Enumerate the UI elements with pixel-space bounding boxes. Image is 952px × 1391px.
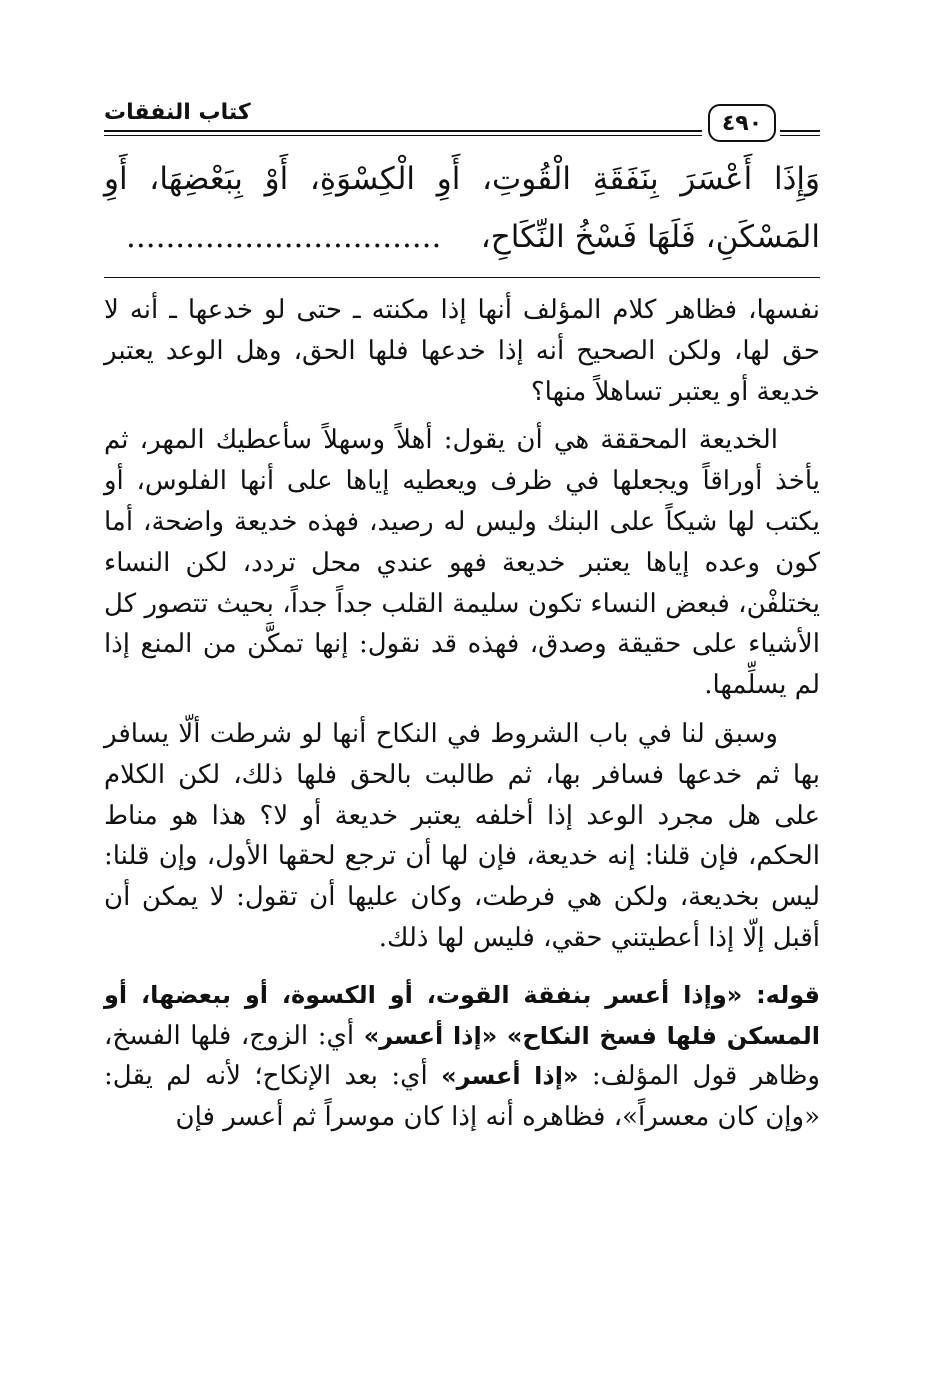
book-title: كتاب النفقات (104, 100, 251, 125)
matn-quote: «وإذا أعسر بنفقة القوت، أو الكسوة، أو ببعضها، أو المسكن فلها فسخ النكاح» (104, 980, 821, 1050)
matn-line-1: وَإِذَا أَعْسَرَ بِنَفَقَةِ الْقُوتِ، أَوِ الْكِسْوَةِ، أَوْ بِبَعْضِهَا، أَوِ (104, 161, 820, 197)
matn-divider (104, 277, 820, 278)
header-rule-left (104, 130, 702, 136)
commentary-paragraph-4 (104, 975, 820, 1138)
page-header (104, 98, 820, 148)
matn-quote-b: «إذا أعسر» (441, 1062, 579, 1091)
matn-dots: ................................ (126, 219, 442, 255)
header-rule-right (780, 130, 820, 136)
commentary-paragraph-1: نفسها، فظاهر كلام المؤلف أنها إذا مكنته ـ حتى لو خدعها ـ أنه لا حق لها، ولكن الصحيح أنه إذا خدعها فلها الحق، وهل الوعد يعتبر خديعة أو يعتبر تساهلاً منها؟ (104, 295, 820, 407)
commentary-paragraph-2: الخديعة المحققة هي أن يقول: أهلاً وسهلاً سأعطيك المهر، ثم يأخذ أوراقاً ويجعلها في ظرف ويعطيه إياها على أنها الفلوس، أو يكتب لها شيكاً على البنك وليس له رصيد، فهذه خديعة واضحة، أما كون وعده إياها يعتبر خديعة فهو عندي محل تردد، لكن النساء يختلفْن، فبعض النساء تكون سليمة القلب جداً جداً، بحيث تتصور كل الأشياء على حقيقة وصدق، فهذه قد نقول: إنها تمكَّن من المنع إذا لم يسلِّمها. (104, 425, 820, 701)
matn-line-2 (104, 208, 820, 266)
matn-line-2-text: المَسْكَنِ، فَلَهَا فَسْخُ النِّكَاحِ، (480, 219, 820, 255)
commentary (104, 290, 820, 1164)
matn-text (104, 150, 820, 266)
commentary-text-b: أي: بعد الإنكاح؛ لأنه لم يقل: «وإن كان معسراً»، فظاهره أنه إذا كان موسراً ثم أعسر فإن (104, 1061, 820, 1133)
page-number: ٤٩٠ (708, 104, 776, 142)
commentary-paragraph-3: وسبق لنا في باب الشروط في النكاح أنها لو شرطت ألّا يسافر بها ثم خدعها فسافر بها، ثم طالبت بالحق فلها ذلك، لكن الكلام على هل مجرد الوعد إذا أخلفه يعتبر خديعة أو لا؟ هذا هو مناط الحكم، فإن قلنا: إنه خديعة، فإن لها أن ترجع لحقها الأول، وإن قلنا: ليس بخديعة، ولكن هي فرطت، وكان عليها أن تقول: لا يمكن أن أقبل إلّا إذا أعطيتني حقي، فليس لها ذلك. (104, 718, 820, 953)
matn-quote-a: «إذا أعسر» (363, 1021, 498, 1050)
commentary-text-a: أي: الزوج، فلها الفسخ، وظاهر قول المؤلف: (104, 1020, 820, 1092)
qawl-label: قوله: (756, 980, 820, 1009)
